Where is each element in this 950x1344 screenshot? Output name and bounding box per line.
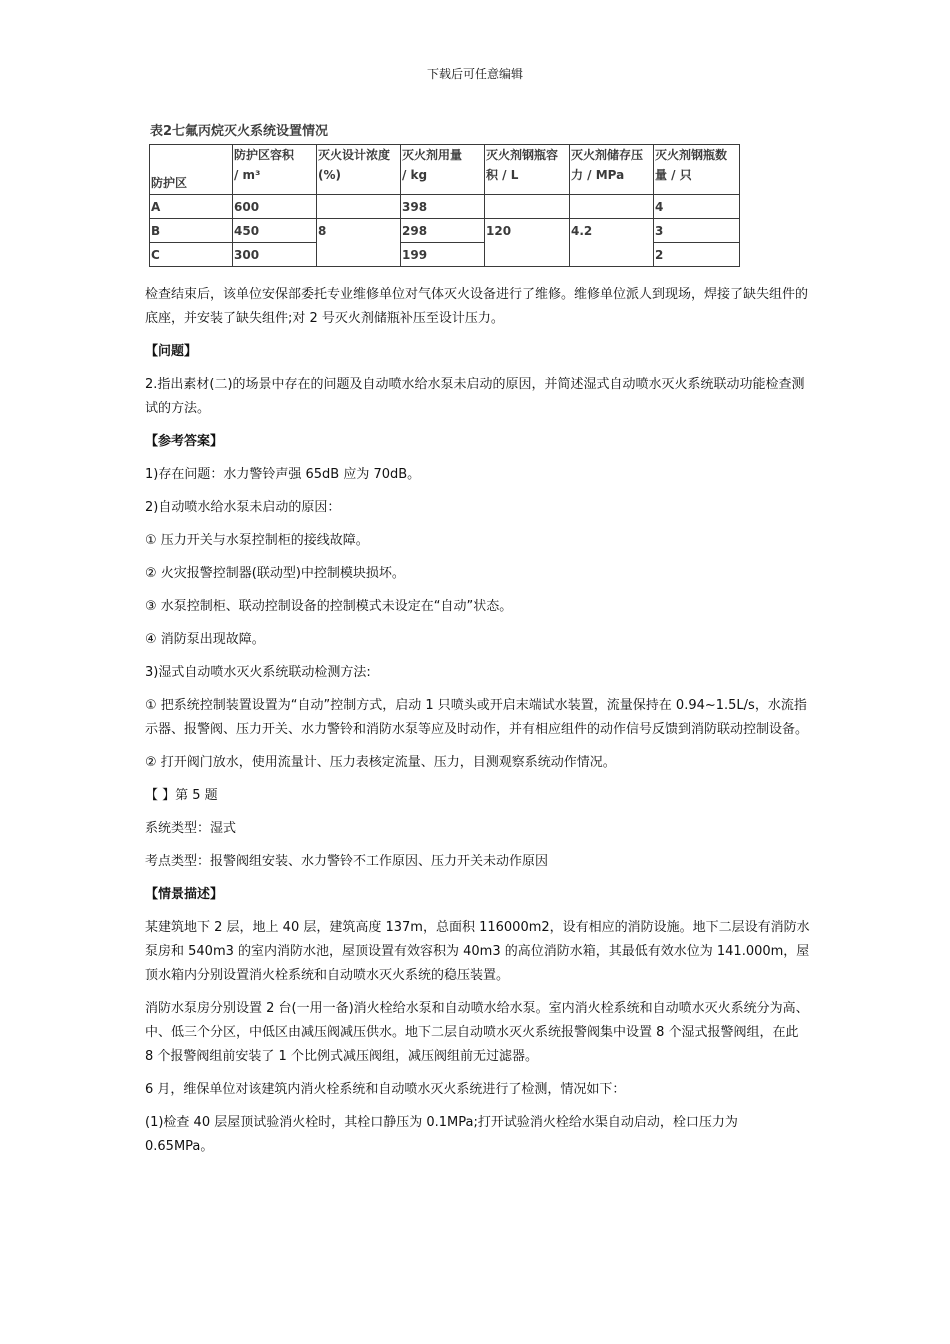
paragraph-question-2: 2.指出素材(二)的场景中存在的问题及自动喷水给水泵未启动的原因，并简述湿式自动喷水灭火系统联动功能检查测试的方法。 [145,377,805,416]
cell-amount: 199 [401,243,485,267]
paragraph-topic-type: 考点类型：报警阀组安装、水力警铃不工作原因、压力开关未动作原因 [145,854,549,869]
table-header-row [150,145,740,195]
paragraph-scenario-2: 消防水泵房分别设置 2 台(一用一备)消火栓给水泵和自动喷水给水泵。室内消火栓系统和自动喷水灭火系统分为高、中、低三个分区，中低区由减压阀减压供水。地下二层自动喷水灭火系统报警阀集中设置 8 个湿式报警阀组，在此 8 个报警阀组前安装了 1 个比例式减压阀组，减压阀组前无过滤器。 [145,1001,809,1064]
heading-scenario: 【情景描述】 [145,887,224,902]
list-item: ② 火灾报警控制器(联动型)中控制模块损坏。 [145,566,405,581]
cell-bottles: 4 [654,195,740,219]
page-header: 下载后可任意编辑 [426,67,523,81]
header-cell-concentration: 灭火设计浓度 (%) [317,145,401,195]
heading-reference-answer: 【参考答案】 [145,434,224,449]
cell-zone: A [150,195,233,219]
table-row [150,219,740,243]
header-cell-volume: 防护区容积 / m³ [233,145,317,195]
paragraph-scenario-1: 某建筑地下 2 层，地上 40 层，建筑高度 137m，总面积 116000m2，设有相应的消防设施。地下二层设有消防水泵房和 540m3 的室内消防水池，屋顶设置有效容积为 40m3 的高位消防水箱，其最低有效水位为 141.000m，屋顶水箱内分别设置消火栓系统和自动喷水灭火系统的稳压装置。 [145,920,810,983]
cell-amount: 398 [401,195,485,219]
paragraph-inspection-intro: 6 月，维保单位对该建筑内消火栓系统和自动喷水灭火系统进行了检测，情况如下： [145,1082,626,1097]
header-cell-amount: 灭火剂用量 / kg [401,145,485,195]
cell-amount: 298 [401,219,485,243]
cell-volume: 450 [233,219,317,243]
cell-pressure: 4.2 [570,219,654,267]
cell-volume: 600 [233,195,317,219]
list-item: ④ 消防泵出现故障。 [145,632,265,647]
paragraph-answer-1: 1)存在问题：水力警铃声强 65dB 应为 70dB。 [145,467,421,482]
paragraph-answer-3: 3)湿式自动喷水灭火系统联动检测方法: [145,665,371,680]
list-item: ① 压力开关与水泵控制柜的接线故障。 [145,533,369,548]
table-row [150,195,740,219]
cell-bottles: 2 [654,243,740,267]
cell-bottle-volume-empty [485,195,570,219]
header-cell-zone: 防护区 [150,145,233,195]
cell-bottle-volume: 120 [485,219,570,267]
system-setup-table [149,144,740,267]
header-cell-bottle-volume: 灭火剂钢瓶容 积 / L [485,145,570,195]
list-item: ③ 水泵控制柜、联动控制设备的控制模式未设定在“自动”状态。 [145,599,513,614]
paragraph-answer-2: 2)自动喷水给水泵未启动的原因： [145,500,341,515]
header-cell-pressure: 灭火剂储存压 力 / MPa [570,145,654,195]
list-item: ① 把系统控制装置设置为“自动”控制方式，启动 1 只喷头或开启末端试水装置，流量保持在 0.94~1.5L/s，水流指示器、报警阀、压力开关、水力警铃和消防水泵等应及时动作，并有相应组件的动作信号反馈到消防联动控制设备。 [145,698,809,737]
list-item: ② 打开阀门放水，使用流量计、压力表核定流量、压力，目测观察系统动作情况。 [145,755,616,770]
cell-volume: 300 [233,243,317,267]
table-title: 表2七氟丙烷灭火系统设置情况 [150,124,329,139]
heading-question-5: 【 】第 5 题 [145,788,218,803]
cell-zone: B [150,219,233,243]
header-cell-bottle-count: 灭火剂钢瓶数 量 / 只 [654,145,740,195]
cell-pressure-empty [570,195,654,219]
cell-concentration-empty [317,195,401,219]
paragraph-inspection-1: (1)检查 40 层屋顶试验消火栓时，其栓口静压为 0.1MPa;打开试验消火栓给水渠自动启动，栓口压力为 0.65MPa。 [145,1115,738,1154]
paragraph-system-type: 系统类型：湿式 [145,821,237,836]
cell-concentration: 8 [317,219,401,267]
cell-bottles: 3 [654,219,740,243]
paragraph-maintenance: 检查结束后，该单位安保部委托专业维修单位对气体灭火设备进行了维修。维修单位派人到现场，焊接了缺失组件的底座，并安装了缺失组件;对 2 号灭火剂储瓶补压至设计压力。 [145,287,809,326]
heading-question: 【问题】 [145,344,198,359]
document-body [145,283,810,1168]
cell-zone: C [150,243,233,267]
